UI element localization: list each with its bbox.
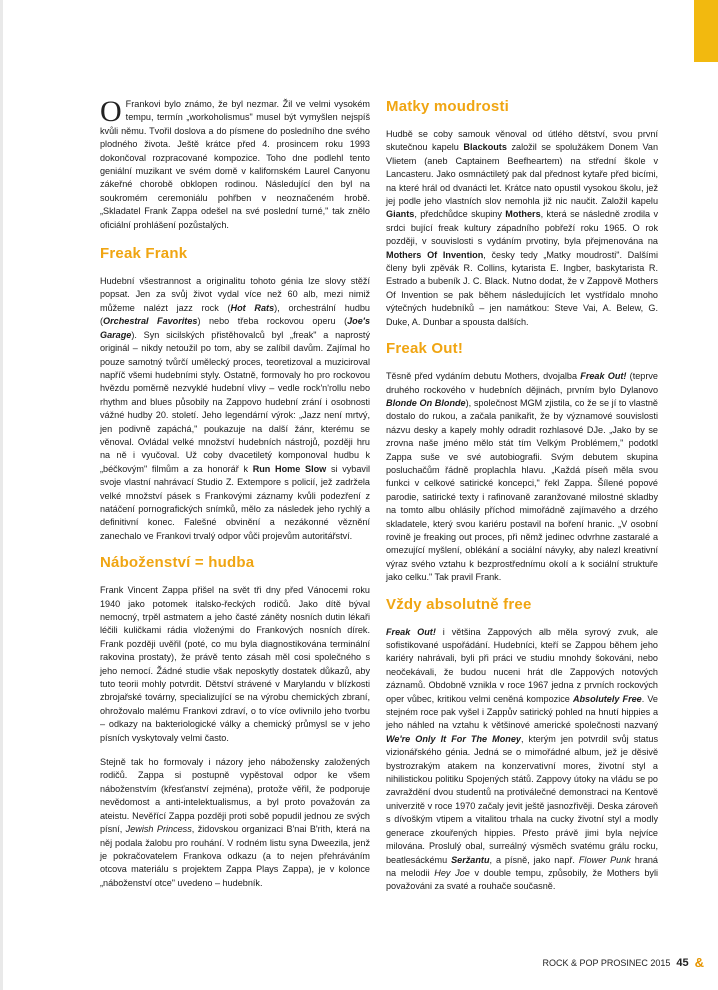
body-paragraph — [386, 128, 658, 329]
album-title: Seržantu — [451, 854, 490, 865]
footer-magazine: ROCK & POP PROSINEC 2015 — [542, 957, 671, 968]
text-run: založil se spolužákem Donem Van Vlietem (aneb Captainem Beefheartem) na střední škole v Lancasteru. Jako osmnáctiletý pak dal přednost kytaře před bicími, na které hrál od dvanácti let. Krátce nato opustil vysokou školu, jež jej podle jeho vlastních slov nemohla již nic naučit. Založil kapelu — [386, 142, 658, 207]
text-run: Frank Vincent Zappa přišel na svět tři dny před Vánocemi roku 1940 jako potomek italsko-řeckých rodičů. Jako dítě býval nemocný, trpěl astmatem a jeho časté záněty nosních dutin lékaři léčili kuličkami rádia vloženými do Frankových nosních dírek. Frank později uvěřil (poté, co mu byla diagnostikována terminální rakovina prostaty), že právě tento zásah měl cosi společného s jeho nemocí. Žádné studie však neposkytly dostatek důkazů, aby tuto teorii mohly potvrdit. Dětství strávené v Marylandu v blízkosti zbrojařské továrny, specializující se na výrobu chemických zbraní, ohrožovalo malému Frankovi zdraví, o to více ovlivnilo jeho tvorbu – odkazy na bakteriologické války a chemický průmysl se v jeho písních vyskytovaly velmi často. — [100, 585, 370, 743]
intro-text: Frankovi bylo známo, že byl nezmar. Žil ve velmi vysokém tempu, termín „workoholismus" musel být vymyšlen nejspíš kvůli němu. Tvořil doslova a do písmene do posledního dne svého plodného života. Ještě krátce před 4. prosincem roku 1993 dokončoval rozpracované kompozice. Toho dne podlehl tento geniální muzikant ve svém domě v kalifornském Laurel Canyonu zákeřné chorobě obklopen rodinou. Následující den byl na soukromém ceremoniálu pohřben v neoznačeném hrobě. „Skladatel Frank Zappa odešel na své poslední turné," tak znělo oficiální prohlášení pozůstalých. — [100, 99, 370, 230]
bold-title: Mothers — [505, 209, 541, 220]
right-column — [386, 98, 658, 905]
text-run: , a písně, jako např. — [489, 854, 579, 865]
text-run: ), společnost MGM zjistila, co že se jí to vlastně dostalo do rukou, a začala panikařit, že by významové souvislosti názvu desky a kapely mohly odradit rozhlasové DJe. „Jako by se zrovna naše jméno mělo stát tím Velkým Problémem," podotkl Zappa suše ve své autobiografii. Svým debutem skupina posluchačům řádně proplachla hlavu. „Každá píseň měla svou funkci v celkové satirické koncepci," řekl Zappa. Šílené popové parodie, satirické texty i rafinovaně zaranžované milostné skladby na tomto albu ohlásily příchod mimořádně zajímavého a drzého skladatele, který svou kariéru postavil na boření hranic. „V osobní rovině je freaking out proces, při němž jedinec odvrhne zastaralé a omezující myšlení, oblékání a sociální návyky, aby nalezl kreativní výraz svého vztahu k bezprostřednímu okolí a k sociální struktuře jako celku." Tak pravil Frank. — [386, 397, 658, 583]
text-run: Hudební všestrannost a originalitu tohoto génia lze slovy stěží popsat. Jen za svůj život vydal více než 60 alb, mezi nimiž můžeme nalézt jazz rock ( — [100, 276, 370, 313]
body-paragraph — [386, 370, 658, 585]
text-run: i většina Zappových alb měla syrový zvuk, ale sofistikované uspořádání. Hudebníci, kteří se Zappou během jeho kariéry nahrávali, byli při práci ve studiu mnohdy šokováni, nebo neočekávali, že budou nuceni hrát dle Zappových notových záznamů. Obdobně vznikla v roce 1967 jedna z prvních rockových oper vůbec, kritikou velmi ceněná kompozice — [386, 626, 658, 704]
section-heading: Freak Frank — [100, 245, 188, 263]
dropcap: O — [100, 95, 122, 128]
page-number: 45 — [676, 956, 689, 969]
text-run: Hudbě se coby samouk věnoval od útlého dětství, svou první skutečnou kapelu — [386, 129, 658, 153]
page-footer — [542, 955, 704, 970]
album-title: Joe's Garage — [100, 316, 370, 340]
album-title: Orchestral Favorites — [103, 316, 198, 327]
album-title: Absolutely Free — [572, 693, 642, 704]
bold-title: Blackouts — [463, 142, 507, 153]
text-run: ), orchestrální hudbu ( — [100, 302, 370, 327]
text-run: , kterým jen potvrdil svůj status vizionářského génia. Jedná se o mimořádné album, jež je děsivě bystrozrakým atakem na konzervativní mores, životní styl a nihilistickou politiku Spojených států. Zappovy útoky na vládu se po zavraždění dvou studentů na protiválečné demonstraci na Kentově univerzitě v roce 1970 začaly jevit ještě jasnozřivěji. Deska zároveň s dívoškým vtipem a vitalitou trhala na cucky životní styl a modly generace zkouřených hippies. Přesto právě jimi byla nejvíce milována. Proslulý obal, surreálný výsměch svatému grálu rocku, beatlesáckému — [386, 733, 658, 865]
section-heading: Náboženství = hudba — [100, 554, 255, 572]
body-paragraph — [100, 584, 370, 745]
bold-title: Run Home Slow — [252, 463, 327, 474]
text-run: ) nebo třeba rockovou operu ( — [197, 316, 348, 327]
body-paragraph — [386, 626, 658, 894]
magazine-logo-mark: & — [694, 955, 704, 970]
italic-title: Flower Punk — [578, 854, 631, 865]
italic-title: Jewish Princess — [125, 824, 192, 835]
section-heading: Vždy absolutně free — [386, 595, 532, 613]
text-run: Stejně tak ho formovaly i názory jeho nábožensky založených rodičů. Zappa si postupně vypěstoval odpor ke všem náboženstvím (křesťanství zejména), protože věřil, že podporuje nevědomost a anti-intelektualismus, a byl proto považován za ateistu. Nevěřící Zappa později proti sobě popudil jednou ze svých písní, — [100, 757, 370, 835]
text-run: Těsně před vydáním debutu Mothers, dvojalba — [386, 371, 581, 382]
left-column — [100, 95, 371, 901]
text-run: si vybavil svoje vlastní nahrávací Studio Z. Extempore s policií, jež zadržela velké množství pásek s Frankovými záznamy kvůli podezření z natáčení pornografických snímků, mělo za následek jeho rychlý a definitivní konec. Falešné obvinění a nezákonné věznění zanechalo ve Frankovi trvalý odpor vůči projevům autoritářství. — [100, 463, 371, 541]
yellow-accent-bar — [694, 0, 718, 62]
text-run: hraná na melodii — [386, 854, 658, 878]
text-run: ). Syn sicilských přistěhovalců byl „freak" a naprostý originál – nikdy netoužil po tom, aby se zalíbil davům. Zajímal ho pouze samotný tvůrčí umělecký proces, teoretizoval a muziciroval napříč všemi hudebními styly. Ostatně, formovaly ho pro rockovou hvězdu poměrně nezvyklé hudební vlivy – vedle rock'n'rollu nebo rhythm and blues působily na Zappovo hudební zrání i osobnosti vážné hudby 20. století. Jeho legendární výrok: „Jazz není mrtvý, jen podivně zapáchá," poukazuje na další žánr, kterému se věnoval. Ovládal velké množství hudebních nástrojů, později hru na ně i vyučoval. Už coby dvacetiletý komponoval hudbu k „béčkovým" filmům a za honorář k — [100, 329, 370, 474]
italic-title: Hey Joe — [434, 867, 470, 878]
body-paragraph — [100, 275, 370, 543]
text-run: (teprve druhého rockového v hudebních dějinách, prvním bylo Dylanovo — [386, 371, 658, 395]
album-title: Hot Rats — [230, 302, 275, 313]
album-title: We're Only It For The Money — [386, 733, 521, 744]
top-white-band — [0, 0, 718, 62]
text-run: , která se následně zrodila v srdci bující freak kultury západního pobřeží roku 1965. O rok později, v souvislosti s vydáním prvotiny, byla přejmenována na — [386, 209, 658, 247]
text-run: , česky tedy „Matky moudrosti". Dalšími členy byli zpěvák R. Collins, kytarista E. Ingber, baskytarista R. Estrado a bubeník J. C. Black. Nutno dodat, že v Zappově Mothers Of Invention se pak během následujících let vystřídalo mnoho výtečných hudebníků – jen namátkou: Steve Vai, A. Belew, G. Duke, A. Dunbar a spousta dalších. — [386, 249, 658, 327]
album-title: Blonde On Blonde — [386, 397, 466, 408]
text-run: v double tempu, způsobily, že Mothers byli považováni za svaté a rouhače současně. — [386, 867, 658, 892]
left-sections — [100, 245, 370, 890]
section-heading: Freak Out! — [386, 340, 464, 358]
right-sections — [386, 98, 658, 894]
album-title: Freak Out! — [580, 371, 627, 382]
page-edge-shadow — [0, 0, 3, 990]
text-run: , židovskou organizaci B'nai B'rith, která na něj podala žalobu pro rouhání. V rodném listu syna Dweezila, jenž je pokračovatelem Frankova odkazu (a to nejen přehráváním otcova materiálu s projektem Zappa Plays Zappa), je v kolonce „náboženství otce" uvedeno – hudebník. — [100, 824, 370, 888]
text-run: , předchůdce skupiny — [414, 209, 506, 220]
intro-paragraph — [100, 95, 370, 232]
section-heading: Matky moudrosti — [386, 98, 510, 115]
body-paragraph — [100, 756, 370, 890]
bold-title: Giants — [386, 209, 415, 220]
text-run: . Ve stejném roce pak vyšel i Zappův satirický pohled na hnutí hippies a jeho náhled na vztahu k většinové americké společnosti nazvaný — [386, 693, 658, 731]
bold-title: Mothers Of Invention — [386, 249, 484, 260]
album-title: Freak Out! — [386, 626, 436, 637]
